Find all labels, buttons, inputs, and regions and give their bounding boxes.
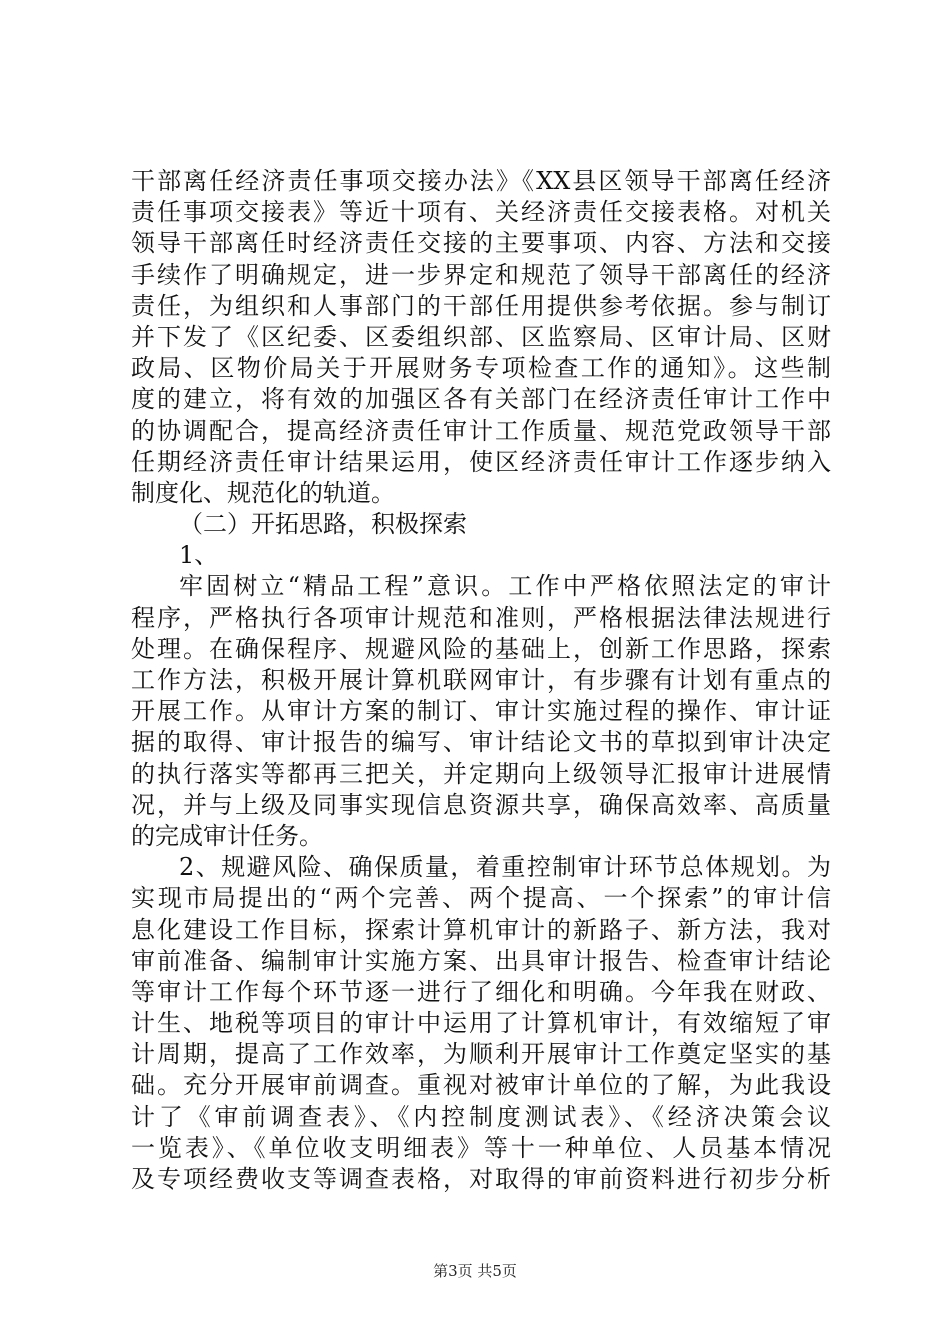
paragraph-line: 责任事项交接表》等近十项有、关经济责任交接表格。对机关 (131, 198, 831, 227)
paragraph-line: 任期经济责任审计结果运用，使区经济责任审计工作逐步纳入 (131, 447, 831, 476)
paragraph-line: 2、规避风险、确保质量，着重控制审计环节总体规划。为 (179, 853, 831, 882)
paragraph-line: 息化建设工作目标，探索计算机审计的新路子、新方法，我对 (131, 915, 831, 944)
paragraph-line: 的执行落实等都再三把关，并定期向上级领导汇报审计进展情 (131, 759, 831, 788)
page-footer: 第3页 共5页 (433, 1262, 517, 1280)
paragraph-line: 的协调配合，提高经济责任审计工作质量、规范党政领导干部 (131, 416, 831, 445)
paragraph-line: 等审计工作每个环节逐一进行了细化和明确。今年我在财政、 (131, 977, 831, 1006)
paragraph-line: 实现市局提出的“两个完善、两个提高、一个探索”的审计信 (131, 884, 831, 913)
document-body (131, 166, 831, 1195)
paragraph-line: 政局、区物价局关于开展财务专项检查工作的通知》。这些制 (131, 354, 831, 383)
paragraph-line: 的完成审计任务。 (131, 821, 323, 850)
paragraph-line: 处理。在确保程序、规避风险的基础上，创新工作思路，探索 (131, 634, 831, 663)
paragraph-line: 并下发了《区纪委、区委组织部、区监察局、区审计局、区财 (131, 322, 831, 351)
paragraph-line: 手续作了明确规定，进一步界定和规范了领导干部离任的经济 (131, 260, 831, 289)
paragraph-line: 开展工作。从审计方案的制订、审计实施过程的操作、审计证 (131, 697, 831, 726)
paragraph-line: 计生、地税等项目的审计中运用了计算机审计，有效缩短了审 (131, 1009, 831, 1038)
section-heading-line: （二）开拓思路，积极探索 (179, 510, 467, 539)
paragraph-line: 度的建立，将有效的加强区各有关部门在经济责任审计工作中 (131, 385, 831, 414)
paragraph-line: 础。充分开展审前调查。重视对被审计单位的了解，为此我设 (131, 1071, 831, 1100)
paragraph-line: 审前准备、编制审计实施方案、出具审计报告、检查审计结论 (131, 946, 831, 975)
paragraph-line: 及专项经费收支等调查表格，对取得的审前资料进行初步分析 (131, 1165, 831, 1193)
paragraph-line: 制度化、规范化的轨道。 (131, 478, 395, 507)
paragraph-line: 计周期，提高了工作效率，为顺利开展审计工作奠定坚实的基 (131, 1040, 831, 1069)
paragraph-line: 领导干部离任时经济责任交接的主要事项、内容、方法和交接 (131, 229, 831, 258)
paragraph-line: 一览表》、《单位收支明细表》等十一种单位、人员基本情况 (131, 1133, 831, 1162)
paragraph-line: 工作方法，积极开展计算机联网审计，有步骤有计划有重点的 (131, 666, 831, 694)
paragraph-line: 干部离任经济责任事项交接办法》《XX县区领导干部离任经济 (131, 167, 831, 195)
paragraph-line: 牢固树立“精品工程”意识。工作中严格依照法定的审计 (179, 572, 831, 601)
paragraph-line: 责任，为组织和人事部门的干部任用提供参考依据。参与制订 (131, 291, 831, 320)
paragraph-line: 况，并与上级及同事实现信息资源共享，确保高效率、高质量 (131, 790, 831, 819)
paragraph-line: 程序，严格执行各项审计规范和准则，严格根据法律法规进行 (131, 603, 831, 632)
section-heading-line: 1、 (179, 541, 219, 570)
paragraph-line: 据的取得、审计报告的编写、审计结论文书的草拟到审计决定 (131, 728, 831, 757)
paragraph-line: 计了《审前调查表》、《内控制度测试表》、《经济决策会议 (131, 1102, 831, 1131)
